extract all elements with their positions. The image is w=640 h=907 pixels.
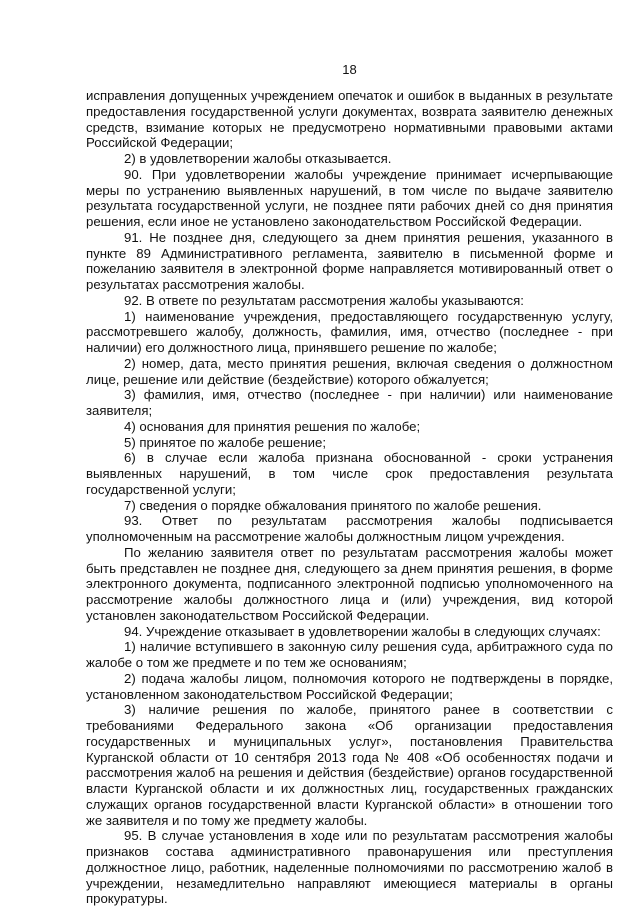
paragraph-electronic-response: По желанию заявителя ответ по результатам рассмотрения жалобы может быть представлен не позднее дня, следующего за днем принятия решения, в форме электронного документа, подписанного электронной подписью уполномоченного на рассмотрение жалобы должностного лица и (или) учреждения, вид которой установлен законодательством Российской Федерации. — [86, 544, 613, 623]
paragraph-list-item: 2) в удовлетворении жалобы отказывается. — [124, 151, 392, 166]
paragraph-list-item: 1) наличие вступившего в законную силу решения суда, арбитражного суда по жалобе о том же предмете и по тем же основаниям; — [86, 639, 613, 670]
paragraph-list-item: 1) наименование учреждения, предоставляющего государственную услугу, рассмотревшего жалобу, должность, фамилия, имя, отчество (последнее - при наличии) его должностного лица, принявшего решение по жалобе; — [86, 308, 613, 355]
paragraph-continuation: исправления допущенных учреждением опечаток и ошибок в выданных в результате предоставления государственной услуги документах, возврата заявителю денежных средств, взимание которых не предусмотрено нормативными правовыми актами Российской Федерации; — [86, 88, 613, 151]
paragraph-clause-91: 91. Не позднее дня, следующего за днем принятия решения, указанного в пункте 89 Административного регламента, заявителю в письменной форме и пожеланию заявителя в электронной форме направляется мотивированный ответ о результатах рассмотрения жалобы. — [86, 229, 613, 292]
paragraph-clause-90: 90. При удовлетворении жалобы учреждение принимает исчерпывающие меры по устранению выявленных нарушений, в том числе по выдаче заявителю результата государственной услуги, не позднее пяти рабочих дней со дня принятия решения, если иное не установлено законодательством Российской Федерации. — [86, 166, 613, 229]
paragraph-clause-93: 93. Ответ по результатам рассмотрения жалобы подписывается уполномоченным на рассмотрение жалобы должностным лицом учреждения. — [86, 513, 613, 544]
paragraph-list-item: 6) в случае если жалоба признана обоснованной - сроки устранения выявленных нарушений, в том числе срок предоставления результата государственной услуги; — [86, 450, 613, 497]
paragraph-list-item: 7) сведения о порядке обжалования принятого по жалобе решения. — [124, 497, 542, 513]
paragraph-list-item: 5) принятое по жалобе решение; — [124, 434, 326, 450]
paragraph-clause-95: 95. В случае установления в ходе или по результатам рассмотрения жалобы признаков состава административного правонарушения или преступления должностное лицо, работник, наделенные полномочиями по рассмотрению жалоб в учреждении, незамедлительно направляют имеющиеся материалы в органы прокуратуры. — [86, 828, 613, 907]
paragraph-list-item: 3) фамилия, имя, отчество (последнее - при наличии) или наименование заявителя; — [86, 387, 613, 418]
paragraph-list-item: 2) номер, дата, место принятия решения, включая сведения о должностном лице, решение или действие (бездействие) которого обжалуется; — [86, 355, 613, 387]
paragraph-clause-92: 92. В ответе по результатам рассмотрения жалобы указываются: — [124, 292, 524, 308]
paragraph-list-item: 3) наличие решения по жалобе, принятого ранее в соответствии с требованиями Федерального закона «Об организации предоставления государственных и муниципальных услуг», постановления Правительства Курганской области от 10 сентября 2013 года № 408 «Об особенностях подачи и рассмотрения жалоб на решения и действия (бездействие) органов государственной власти Курганской области и их должностных лиц, государственных гражданских служащих органов государственной власти Курганской области» в отношении того же заявителя и по тому же предмету жалобы. — [86, 702, 613, 828]
paragraph-clause-94: 94. Учреждение отказывает в удовлетворении жалобы в следующих случаях: — [124, 623, 601, 639]
page-number: 18 — [342, 62, 357, 77]
paragraph-list-item: 2) подача жалобы лицом, полномочия которого не подтверждены в порядке, установленном законодательством Российской Федерации; — [86, 670, 613, 702]
paragraph-list-item: 4) основания для принятия решения по жалобе; — [124, 418, 421, 434]
document-body — [86, 88, 613, 907]
